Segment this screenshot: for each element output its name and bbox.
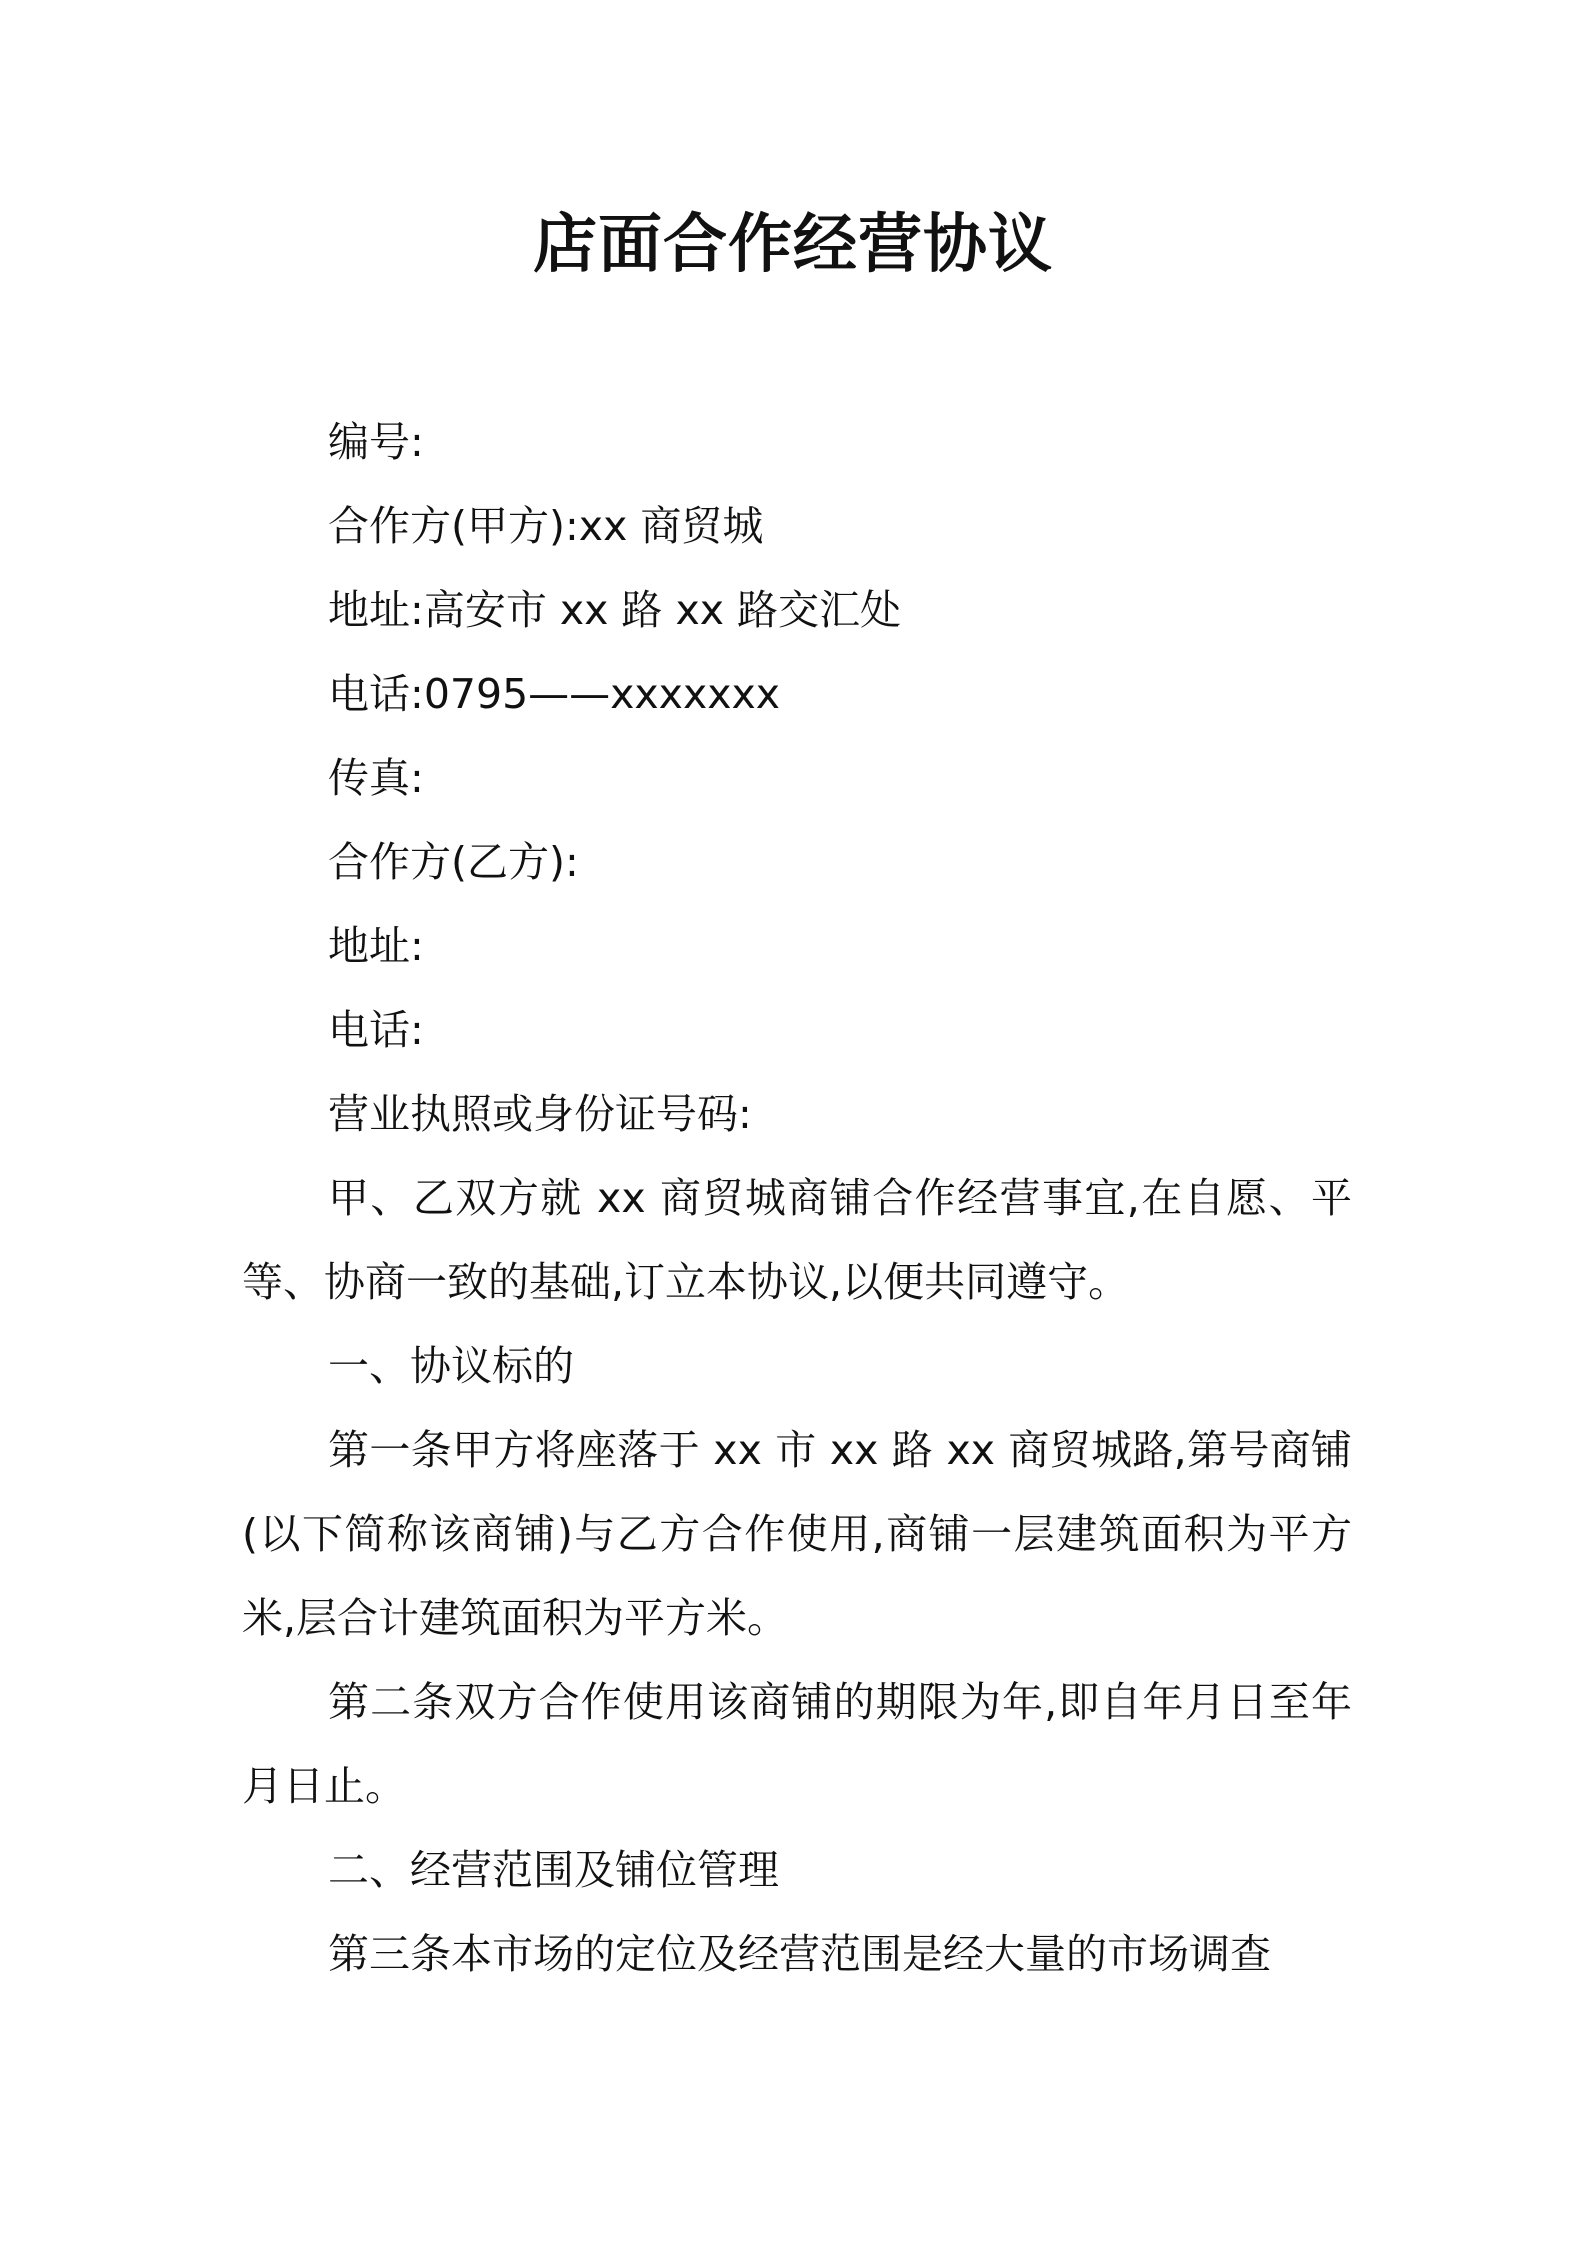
section-2-heading: 二、经营范围及铺位管理 bbox=[328, 1846, 779, 1894]
field-party-a-address: 地址:高安市 xx 路 xx 路交汇处 bbox=[328, 586, 901, 634]
field-party-b-address: 地址: bbox=[328, 922, 424, 970]
intro-paragraph: 甲、乙双方就 xx 商贸城商铺合作经营事宜,在自愿、平等、协商一致的基础,订立本协议,以便共同遵守。 bbox=[242, 1174, 1352, 1306]
article-3-partial: 第三条本市场的定位及经营范围是经大量的市场调查 bbox=[328, 1930, 1271, 1978]
field-party-b-phone: 电话: bbox=[328, 1006, 424, 1054]
field-serial-number: 编号: bbox=[328, 418, 424, 466]
field-party-b: 合作方(乙方): bbox=[328, 838, 579, 886]
document-title: 店面合作经营协议 bbox=[533, 208, 1053, 282]
field-party-a: 合作方(甲方):xx 商贸城 bbox=[328, 502, 764, 550]
document-body bbox=[242, 400, 1352, 1996]
field-license-id: 营业执照或身份证号码: bbox=[328, 1090, 752, 1138]
field-party-a-phone: 电话:0795——xxxxxxx bbox=[328, 670, 781, 718]
section-1-heading: 一、协议标的 bbox=[328, 1342, 574, 1390]
article-2: 第二条双方合作使用该商铺的期限为年,即自年月日至年月日止。 bbox=[242, 1678, 1352, 1810]
field-party-a-fax: 传真: bbox=[328, 754, 424, 802]
article-1: 第一条甲方将座落于 xx 市 xx 路 xx 商贸城路,第号商铺(以下简称该商铺)与乙方合作使用,商铺一层建筑面积为平方米,层合计建筑面积为平方米。 bbox=[242, 1426, 1352, 1642]
